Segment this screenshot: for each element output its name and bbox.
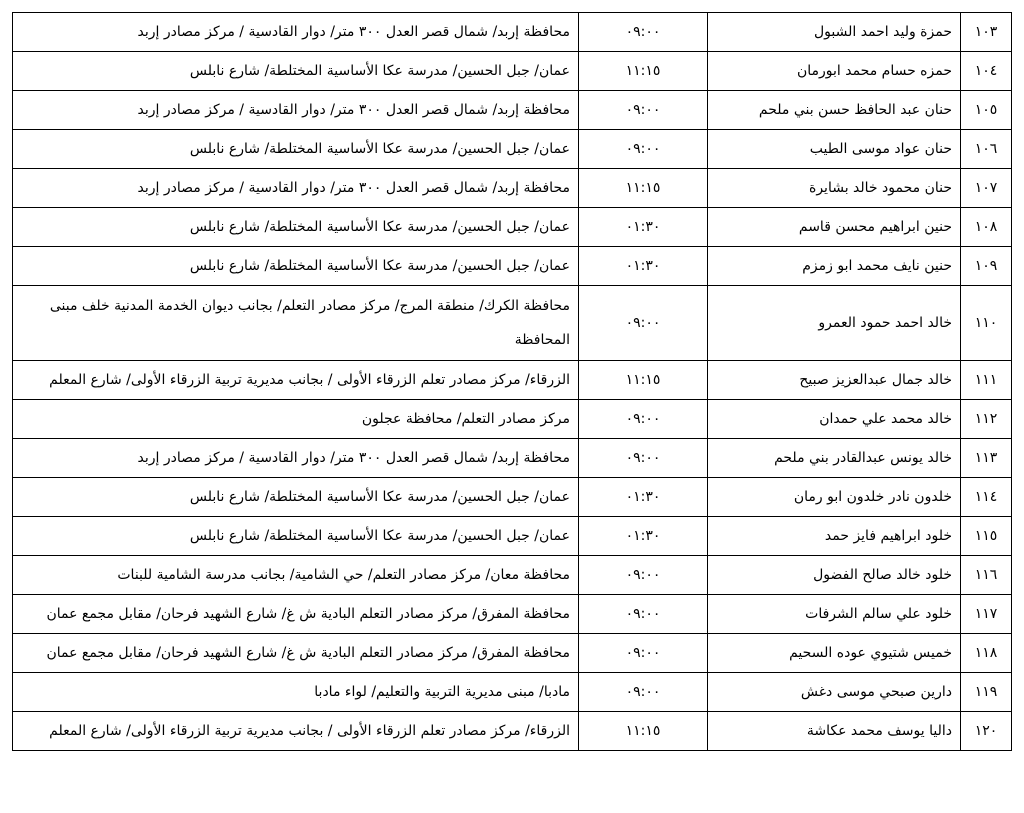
person-name: دارين صبحي موسى دغش <box>708 673 961 712</box>
exam-location: الزرقاء/ مركز مصادر تعلم الزرقاء الأولى / بجانب مديرية تربية الزرقاء الأولى/ شارع المعلم <box>13 712 579 751</box>
exam-time: ٠٩:٠٠ <box>579 130 708 169</box>
exam-location: عمان/ جبل الحسين/ مدرسة عكا الأساسية المختلطة/ شارع نابلس <box>13 478 579 517</box>
person-name: خالد يونس عبدالقادر بني ملحم <box>708 439 961 478</box>
exam-time: ٠٩:٠٠ <box>579 13 708 52</box>
table-row <box>13 361 1012 400</box>
exam-time: ٠٩:٠٠ <box>579 286 708 361</box>
table-row <box>13 478 1012 517</box>
table-row <box>13 439 1012 478</box>
exam-location: محافظة إربد/ شمال قصر العدل ٣٠٠ متر/ دوار القادسية / مركز مصادر إربد <box>13 13 579 52</box>
exam-time: ١١:١٥ <box>579 712 708 751</box>
exam-time: ٠٩:٠٠ <box>579 673 708 712</box>
exam-location: محافظة الكرك/ منطقة المرج/ مركز مصادر التعلم/ بجانب ديوان الخدمة المدنية خلف مبنى المحافظة <box>13 286 579 361</box>
person-name: داليا يوسف محمد عكاشة <box>708 712 961 751</box>
exam-location: مادبا/ مبنى مديرية التربية والتعليم/ لواء مادبا <box>13 673 579 712</box>
table-row <box>13 286 1012 361</box>
schedule-body <box>13 13 1012 751</box>
exam-location: عمان/ جبل الحسين/ مدرسة عكا الأساسية المختلطة/ شارع نابلس <box>13 130 579 169</box>
exam-time: ٠١:٣٠ <box>579 208 708 247</box>
person-name: خميس شتيوي عوده السحيم <box>708 634 961 673</box>
exam-location: عمان/ جبل الحسين/ مدرسة عكا الأساسية المختلطة/ شارع نابلس <box>13 208 579 247</box>
table-row <box>13 91 1012 130</box>
exam-time: ١١:١٥ <box>579 52 708 91</box>
row-number: ١٠٩ <box>961 247 1012 286</box>
table-row <box>13 247 1012 286</box>
row-number: ١٠٧ <box>961 169 1012 208</box>
table-row <box>13 130 1012 169</box>
table-row <box>13 52 1012 91</box>
exam-time: ٠١:٣٠ <box>579 247 708 286</box>
row-number: ١٠٤ <box>961 52 1012 91</box>
row-number: ١١٤ <box>961 478 1012 517</box>
table-row <box>13 169 1012 208</box>
exam-location: محافظة إربد/ شمال قصر العدل ٣٠٠ متر/ دوار القادسية / مركز مصادر إربد <box>13 169 579 208</box>
exam-time: ٠٩:٠٠ <box>579 595 708 634</box>
exam-location: عمان/ جبل الحسين/ مدرسة عكا الأساسية المختلطة/ شارع نابلس <box>13 52 579 91</box>
table-row <box>13 517 1012 556</box>
exam-time: ٠١:٣٠ <box>579 517 708 556</box>
exam-location: محافظة إربد/ شمال قصر العدل ٣٠٠ متر/ دوار القادسية / مركز مصادر إربد <box>13 91 579 130</box>
table-row <box>13 673 1012 712</box>
row-number: ١٢٠ <box>961 712 1012 751</box>
row-number: ١١٦ <box>961 556 1012 595</box>
exam-time: ٠٩:٠٠ <box>579 634 708 673</box>
person-name: حنان عواد موسى الطيب <box>708 130 961 169</box>
row-number: ١١٢ <box>961 400 1012 439</box>
row-number: ١١٨ <box>961 634 1012 673</box>
exam-time: ١١:١٥ <box>579 361 708 400</box>
table-row <box>13 400 1012 439</box>
person-name: خلود ابراهيم فايز حمد <box>708 517 961 556</box>
person-name: حمزة وليد احمد الشبول <box>708 13 961 52</box>
row-number: ١١٣ <box>961 439 1012 478</box>
exam-location: عمان/ جبل الحسين/ مدرسة عكا الأساسية المختلطة/ شارع نابلس <box>13 517 579 556</box>
row-number: ١١٧ <box>961 595 1012 634</box>
row-number: ١١٠ <box>961 286 1012 361</box>
person-name: خلود علي سالم الشرفات <box>708 595 961 634</box>
schedule-table <box>12 12 1012 751</box>
person-name: خالد محمد علي حمدان <box>708 400 961 439</box>
exam-location: محافظة المفرق/ مركز مصادر التعلم البادية ش غ/ شارع الشهيد فرحان/ مقابل مجمع عمان <box>13 595 579 634</box>
table-row <box>13 634 1012 673</box>
exam-location: محافظة إربد/ شمال قصر العدل ٣٠٠ متر/ دوار القادسية / مركز مصادر إربد <box>13 439 579 478</box>
table-row <box>13 556 1012 595</box>
exam-time: ١١:١٥ <box>579 169 708 208</box>
row-number: ١٠٥ <box>961 91 1012 130</box>
person-name: خالد جمال عبدالعزيز صبيح <box>708 361 961 400</box>
person-name: خلود خالد صالح الفضول <box>708 556 961 595</box>
table-row <box>13 712 1012 751</box>
person-name: خلدون نادر خلدون ابو رمان <box>708 478 961 517</box>
exam-location: محافظة معان/ مركز مصادر التعلم/ حي الشامية/ بجانب مدرسة الشامية للبنات <box>13 556 579 595</box>
exam-location: مركز مصادر التعلم/ محافظة عجلون <box>13 400 579 439</box>
row-number: ١٠٨ <box>961 208 1012 247</box>
exam-location: الزرقاء/ مركز مصادر تعلم الزرقاء الأولى / بجانب مديرية تربية الزرقاء الأولى/ شارع المعلم <box>13 361 579 400</box>
exam-time: ٠٩:٠٠ <box>579 556 708 595</box>
exam-location: محافظة المفرق/ مركز مصادر التعلم البادية ش غ/ شارع الشهيد فرحان/ مقابل مجمع عمان <box>13 634 579 673</box>
exam-time: ٠٩:٠٠ <box>579 91 708 130</box>
table-row <box>13 13 1012 52</box>
exam-time: ٠٩:٠٠ <box>579 400 708 439</box>
person-name: حنان محمود خالد بشايرة <box>708 169 961 208</box>
table-row <box>13 208 1012 247</box>
person-name: حنين نايف محمد ابو زمزم <box>708 247 961 286</box>
table-row <box>13 595 1012 634</box>
exam-location: عمان/ جبل الحسين/ مدرسة عكا الأساسية المختلطة/ شارع نابلس <box>13 247 579 286</box>
person-name: حمزه حسام محمد ابورمان <box>708 52 961 91</box>
row-number: ١٠٣ <box>961 13 1012 52</box>
row-number: ١١٩ <box>961 673 1012 712</box>
row-number: ١١١ <box>961 361 1012 400</box>
row-number: ١١٥ <box>961 517 1012 556</box>
person-name: حنان عبد الحافظ حسن بني ملحم <box>708 91 961 130</box>
row-number: ١٠٦ <box>961 130 1012 169</box>
exam-time: ٠١:٣٠ <box>579 478 708 517</box>
person-name: حنين ابراهيم محسن قاسم <box>708 208 961 247</box>
person-name: خالد احمد حمود العمرو <box>708 286 961 361</box>
exam-time: ٠٩:٠٠ <box>579 439 708 478</box>
